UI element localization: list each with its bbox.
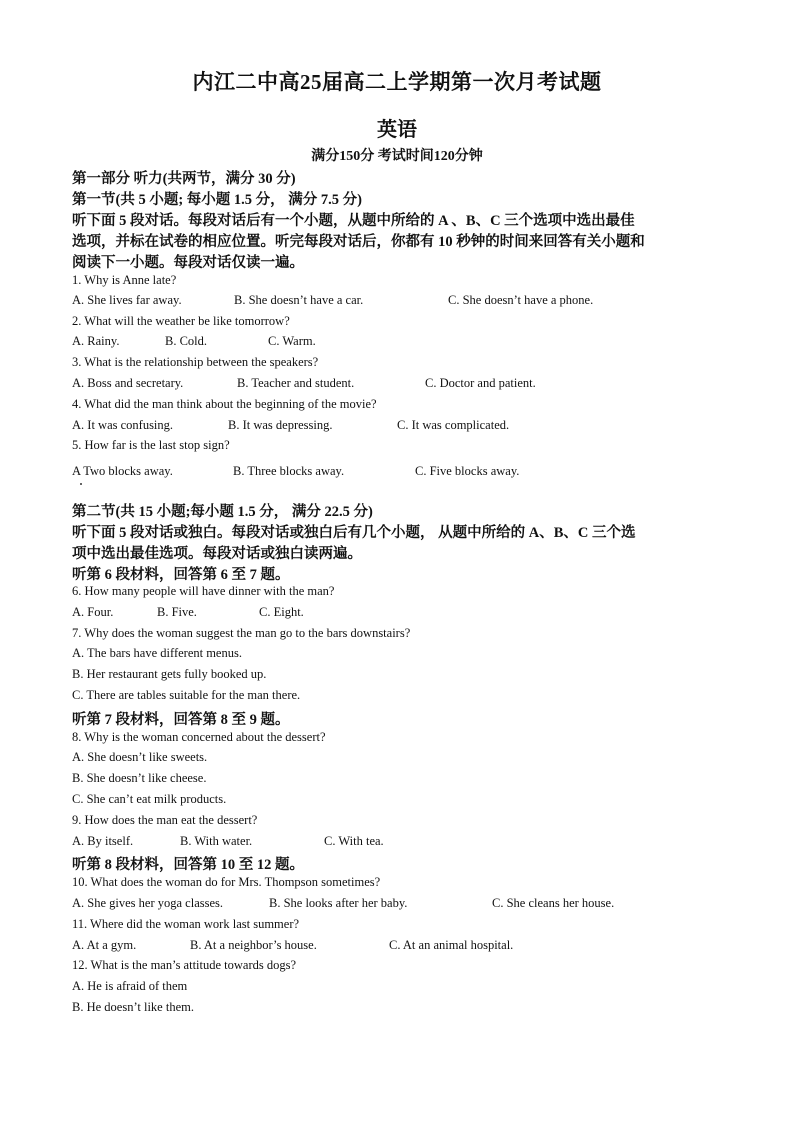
- q7-option-c: C. There are tables suitable for the man there.: [72, 688, 301, 702]
- question-11: 11. Where did the woman work last summer?: [72, 917, 300, 931]
- q1-option-b: B. She doesn’t have a car.: [234, 293, 364, 307]
- subject-title: 英语: [377, 119, 417, 141]
- material-8-heading: 听第 8 段材料，回答第 10 至 12 题。: [72, 857, 304, 873]
- question-9: 9. How does the man eat the dessert?: [72, 813, 258, 827]
- section1-heading: 第一节(共 5 小题; 每小题 1.5 分， 满分 7.5 分): [72, 192, 362, 208]
- q6-option-b: B. Five.: [157, 605, 197, 619]
- q8-option-c: C. She can’t eat milk products.: [72, 792, 227, 806]
- question-4: 4. What did the man think about the beginning of the movie?: [72, 397, 377, 411]
- question-12: 12. What is the man’s attitude towards dogs?: [72, 958, 297, 972]
- q2-option-b: B. Cold.: [165, 334, 208, 348]
- q3-option-a: A. Boss and secretary.: [72, 376, 184, 390]
- q11-option-c: C. At an animal hospital.: [389, 938, 514, 952]
- q4-option-a: A. It was confusing.: [72, 418, 174, 432]
- question-2: 2. What will the weather be like tomorrow?: [72, 314, 290, 328]
- section2-instruction: 项中选出最佳选项。每段对话或独白读两遍。: [72, 546, 362, 562]
- q6-option-a: A. Four.: [72, 605, 114, 619]
- q11-option-a: A. At a gym.: [72, 938, 137, 952]
- q5-option-b: B. Three blocks away.: [233, 464, 345, 478]
- q2-option-a: A. Rainy.: [72, 334, 120, 348]
- q5-option-c: C. Five blocks away.: [415, 464, 520, 478]
- exam-meta: 满分150分 考试时间120分钟: [311, 149, 483, 164]
- q6-option-c: C. Eight.: [259, 605, 304, 619]
- q10-option-b: B. She looks after her baby.: [269, 896, 408, 910]
- part1-heading: 第一部分 听力(共两节，满分 30 分): [72, 171, 296, 187]
- material-6-heading: 听第 6 段材料，回答第 6 至 7 题。: [72, 567, 290, 583]
- q4-option-c: C. It was complicated.: [397, 418, 510, 432]
- q1-option-c: C. She doesn’t have a phone.: [448, 293, 594, 307]
- q9-option-c: C. With tea.: [324, 834, 384, 848]
- q8-option-b: B. She doesn’t like cheese.: [72, 771, 207, 785]
- q7-option-b: B. Her restaurant gets fully booked up.: [72, 667, 267, 681]
- q3-option-b: B. Teacher and student.: [237, 376, 355, 390]
- q12-option-a: A. He is afraid of them: [72, 979, 188, 993]
- q12-option-b: B. He doesn’t like them.: [72, 1000, 194, 1014]
- q8-option-a: A. She doesn’t like sweets.: [72, 750, 208, 764]
- section1-instruction: 选项，并标在试卷的相应位置。听完每段对话后，你都有 10 秒钟的时间来回答有关小题和: [72, 234, 645, 250]
- material-7-heading: 听第 7 段材料，回答第 8 至 9 题。: [72, 712, 290, 728]
- q1-option-a: A. She lives far away.: [72, 293, 182, 307]
- q7-option-a: A. The bars have different menus.: [72, 646, 242, 660]
- q11-option-b: B. At a neighbor’s house.: [190, 938, 317, 952]
- q2-option-c: C. Warm.: [268, 334, 316, 348]
- section1-instruction: 阅读下一小题。每段对话仅读一遍。: [72, 255, 304, 271]
- question-10: 10. What does the woman do for Mrs. Thompson sometimes?: [72, 875, 381, 889]
- q10-option-a: A. She gives her yoga classes.: [72, 896, 224, 910]
- q10-option-c: C. She cleans her house.: [492, 896, 615, 910]
- stray-dot: [80, 483, 82, 485]
- section1-instruction: 听下面 5 段对话。每段对话后有一个小题，从题中所给的 A 、B、C 三个选项中选出最佳: [72, 213, 635, 229]
- q5-option-a: A Two blocks away.: [72, 464, 173, 478]
- question-5: 5. How far is the last stop sign?: [72, 438, 230, 452]
- section2-heading: 第二节(共 15 小题;每小题 1.5 分， 满分 22.5 分): [72, 504, 373, 520]
- question-8: 8. Why is the woman concerned about the dessert?: [72, 730, 326, 744]
- question-6: 6. How many people will have dinner with the man?: [72, 584, 335, 598]
- question-3: 3. What is the relationship between the speakers?: [72, 355, 319, 369]
- q3-option-c: C. Doctor and patient.: [425, 376, 536, 390]
- q4-option-b: B. It was depressing.: [228, 418, 333, 432]
- q9-option-a: A. By itself.: [72, 834, 134, 848]
- question-1: 1. Why is Anne late?: [72, 273, 177, 287]
- exam-title: 内江二中高25届高二上学期第一次月考试题: [192, 70, 602, 94]
- section2-instruction: 听下面 5 段对话或独白。每段对话或独白后有几个小题， 从题中所给的 A、B、C 三个选: [72, 525, 636, 541]
- q9-option-b: B. With water.: [180, 834, 253, 848]
- question-7: 7. Why does the woman suggest the man go to the bars downstairs?: [72, 626, 411, 640]
